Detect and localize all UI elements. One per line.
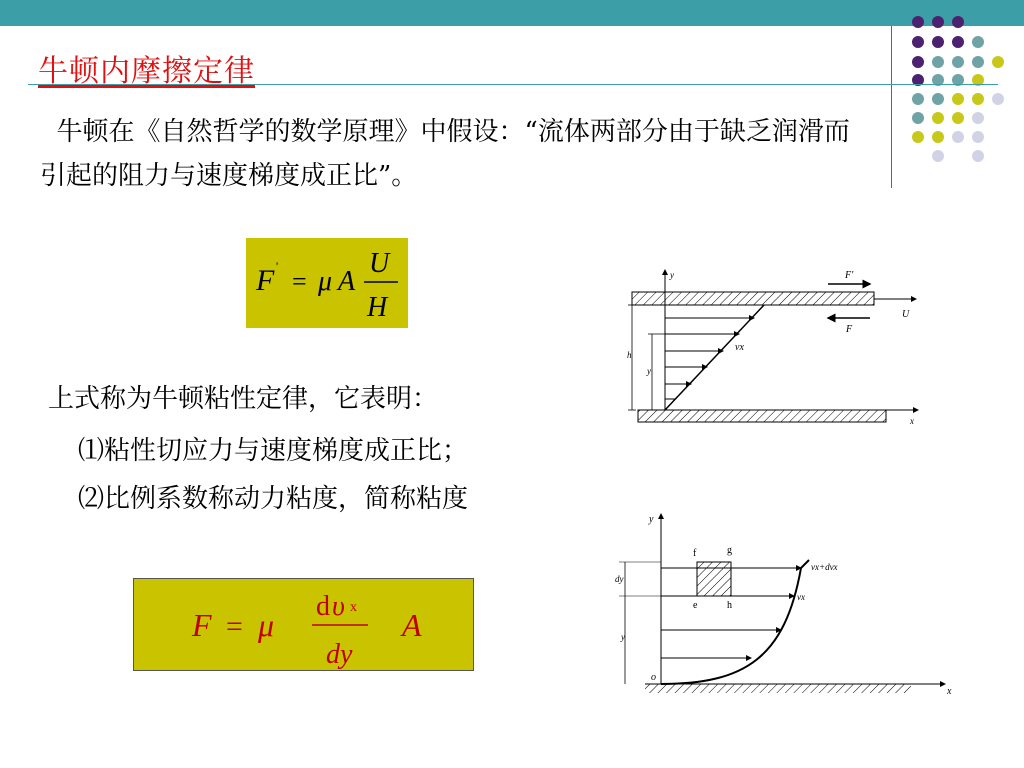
formula1-eq: = [292,267,307,296]
formula-box-newton-simple [246,238,408,328]
bottom-plate [638,410,886,422]
diagram2-y-label: y [621,632,625,642]
diagram1-vx-label: vx [735,342,744,353]
velocity-profile-curve [661,560,809,684]
law-point-2: ⑵比例系数称动力粘度，简称粘度 [78,484,469,514]
formula2-A: A [402,607,422,643]
formula1-denominator: H [367,292,388,323]
intro-paragraph: 牛顿在《自然哲学的数学原理》中假设：“流体两部分由于缺乏润滑而引起的阻力与速度梯度成正比”。 [40,117,850,191]
law-point-1: ⑴粘性切应力与速度梯度成正比； [78,436,469,466]
diagram2-h-label: h [727,600,732,611]
diagram2-e-label: e [693,600,698,611]
diagram1-y-label: y [647,366,651,376]
diagram1-y-axis-label: y [670,270,674,280]
formula2-denominator: dy [326,639,353,670]
slide-title: 牛顿内摩擦定律 [38,54,255,89]
formula2-num-sub: x [350,600,357,615]
diagram1-x-axis-label: x [910,416,914,426]
diagram-couette-flow [618,262,928,432]
formula2-lhs: F [192,607,212,643]
formula-box-newton-viscosity [133,578,474,671]
diagram1-U-label: U [902,309,910,320]
law-intro-text: 上式称为牛顿粘性定律，它表明： [48,384,439,414]
formula-newton-simple [246,238,408,328]
formula1-A: A [338,266,356,297]
formula1-lhs: F [256,264,275,297]
divider-vertical [891,26,892,188]
formula2-eq: = [226,610,243,643]
wall-surface [645,684,911,693]
diagram2-v-upper-label: vx+dvx [811,562,838,572]
formula1-numerator: U [369,248,390,279]
formula2-num-d: d [316,591,330,622]
diagram-velocity-gradient [605,508,955,700]
formula1-prime: ' [276,259,279,273]
diagram2-dy-label: dy [615,574,624,584]
formula-newton-viscosity [134,579,475,672]
diagram2-x-axis-label: x [947,686,952,697]
linear-velocity-profile [665,305,764,410]
diagram2-y-axis-label: y [649,514,654,525]
fluid-element [697,562,731,596]
diagram1-force-bottom: F [846,324,853,335]
top-plate [632,292,874,305]
formula2-mu: μ [258,607,275,643]
formula2-num-v: υ [332,591,345,622]
diagram2-g-label: g [727,545,732,556]
diagram2-v-lower-label: vx [797,592,805,602]
diagram1-h-label: h [627,350,632,360]
diagram2-origin-label: o [651,672,656,683]
formula1-mu: μ [318,266,333,297]
diagram2-f-label: f [693,548,697,559]
diagram1-force-top: F' [845,270,854,281]
